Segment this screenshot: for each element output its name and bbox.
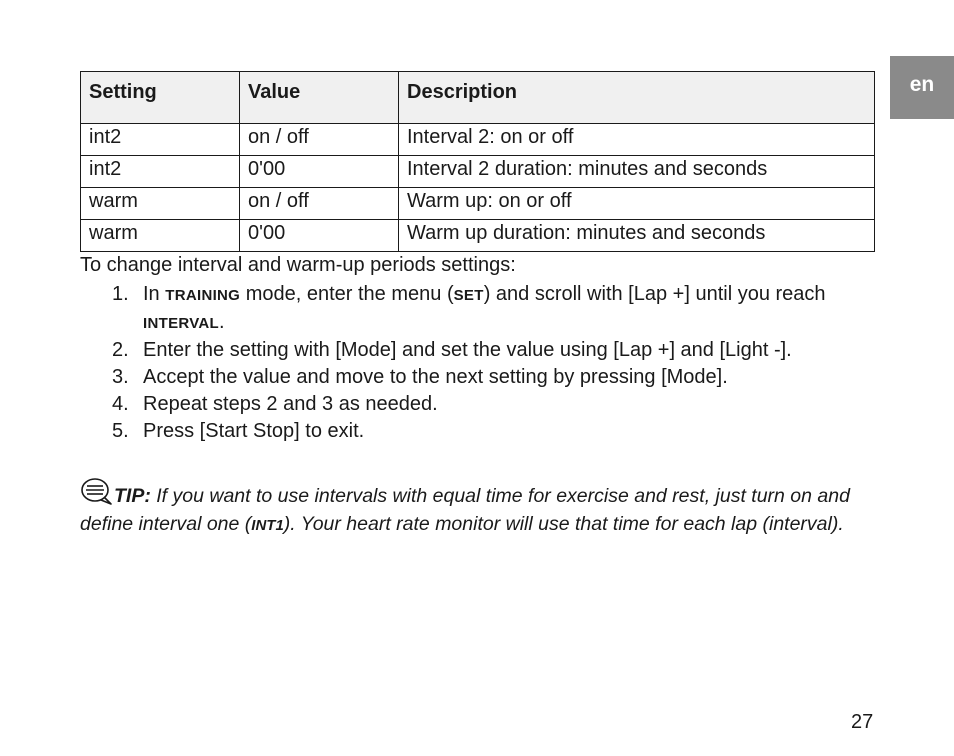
table-row [81, 220, 875, 252]
cell-setting: warm [81, 220, 240, 252]
cell-description: Warm up duration: minutes and seconds [399, 220, 875, 252]
settings-table [80, 71, 875, 252]
header-setting: Setting [81, 72, 240, 124]
cell-value: on / off [240, 188, 399, 220]
table-row [81, 124, 875, 156]
step-number: 1. [112, 283, 129, 305]
cell-description: Warm up: on or off [399, 188, 875, 220]
cell-description: Interval 2 duration: minutes and seconds [399, 156, 875, 188]
table-row [81, 188, 875, 220]
note-icon [80, 478, 114, 506]
cell-setting: int2 [81, 156, 240, 188]
tip-label: TIP: [114, 485, 151, 507]
header-description: Description [399, 72, 875, 124]
tip-text: If you want to use intervals with equal time for exercise and rest, just turn on and define interval one ( [80, 485, 850, 535]
table-row [81, 156, 875, 188]
language-tab [890, 56, 954, 119]
step-text: . [219, 311, 225, 333]
step-text: Enter the setting with [Mode] and set the value using [Lap +] and [Light -]. [143, 339, 792, 361]
mode-name: TRAINING [165, 287, 241, 304]
list-item [80, 418, 880, 445]
cell-value: 0'00 [240, 156, 399, 188]
step-number: 2. [112, 339, 129, 361]
header-value: Value [240, 72, 399, 124]
page-number: 27 [851, 711, 874, 733]
intro-text: To change interval and warm-up periods settings: [80, 254, 516, 276]
setting-name: INTERVAL [143, 315, 220, 332]
step-text: mode, enter the menu ( [240, 283, 454, 305]
step-number: 3. [112, 366, 129, 388]
list-item [80, 391, 880, 418]
tip-text: ). Your heart rate monitor will use that time for each lap (interval). [283, 513, 844, 535]
steps-list [80, 281, 880, 445]
list-item [80, 364, 880, 391]
menu-name: SET [453, 287, 484, 304]
step-text: Repeat steps 2 and 3 as needed. [143, 393, 438, 415]
step-text: Press [Start Stop] to exit. [143, 420, 365, 442]
list-item [80, 281, 880, 337]
step-number: 5. [112, 420, 129, 442]
step-text: Accept the value and move to the next setting by pressing [Mode]. [143, 366, 728, 388]
step-text: In [143, 283, 166, 305]
step-text: ) and scroll with [Lap +] until you reach [483, 283, 826, 305]
tip-note [80, 478, 880, 540]
cell-setting: int2 [81, 124, 240, 156]
language-label: en [909, 73, 935, 96]
cell-description: Interval 2: on or off [399, 124, 875, 156]
cell-value: on / off [240, 124, 399, 156]
list-item [80, 337, 880, 364]
cell-setting: warm [81, 188, 240, 220]
interval-code: INT1 [251, 517, 284, 534]
cell-value: 0'00 [240, 220, 399, 252]
step-number: 4. [112, 393, 129, 415]
table-header-row [81, 72, 875, 124]
